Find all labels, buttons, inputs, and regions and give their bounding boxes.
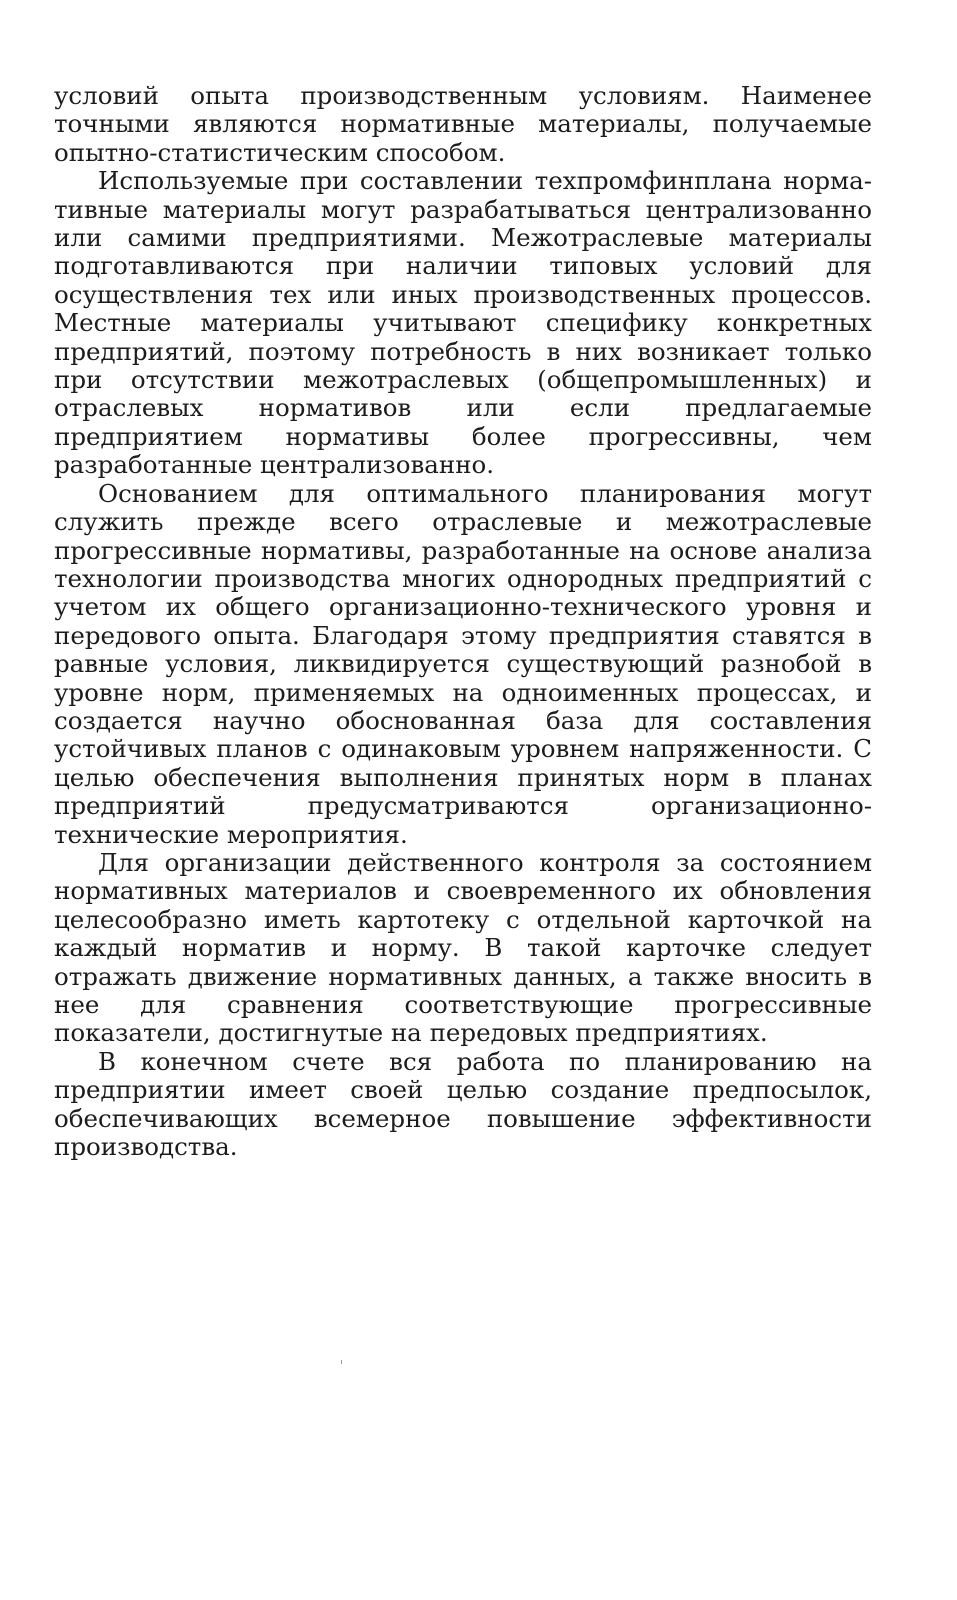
paragraph: Основанием для оптимального планирования могут служить прежде всего отраслевые и межотраслевые прогрессивные нормативы, разработанные на основе анализа технологии производства многих однородных предприятий с учетом их общего организационно-технического уровня и передового опыта. Благодаря этому предприятия ставятся в равные условия, ликвидируется существующий разнобой в уровне норм, применяемых на одноименных процессах, и создается научно обоснованная база для составления устойчивых планов с одинаковым уровнем напряженности. С целью обеспечения выполнения принятых норм в планах предприятий предусматриваются организационно-технические мероприятия.	[54, 478, 872, 849]
paragraph: Для организации действенного контроля за состоянием нормативных материалов и своевременного их обновления целесообразно иметь картотеку с отдельной карточкой на каждый норматив и норму. В такой карточке следует отражать движение нормативных данных, а также вносить в нее для сравнения соответствующие прогрессивные показатели, достигнутые на передовых предприятиях.	[54, 847, 872, 1048]
scan-speck	[341, 1360, 342, 1364]
paragraph: Используемые при составлении техпромфинплана нормативные материалы могут разрабатываться централизованно или самими предприятиями. Межотраслевые материалы подготавливаются при наличии типовых условий для осуществления тех или иных производственных процессов. Местные материалы учитывают специфику конкретных предприятий, поэтому потребность в них возникает только при отсутствии межотраслевых (общепромышленных) и отраслевых нормативов или если предлагаемые предприятием нормативы более прогрессивны, чем разработанные централизованно.	[54, 166, 872, 480]
paragraph: В конечном счете вся работа по планированию на предприятии имеет своей целью создание предпосылок, обеспечивающих всемерное повышение эффективности производства.	[54, 1046, 872, 1162]
body-text	[54, 82, 872, 1161]
paragraph-continued: условий опыта производственным условиям. Наименее точными являются нормативные материалы, получаемые опытно-статистическим способом.	[54, 81, 872, 167]
